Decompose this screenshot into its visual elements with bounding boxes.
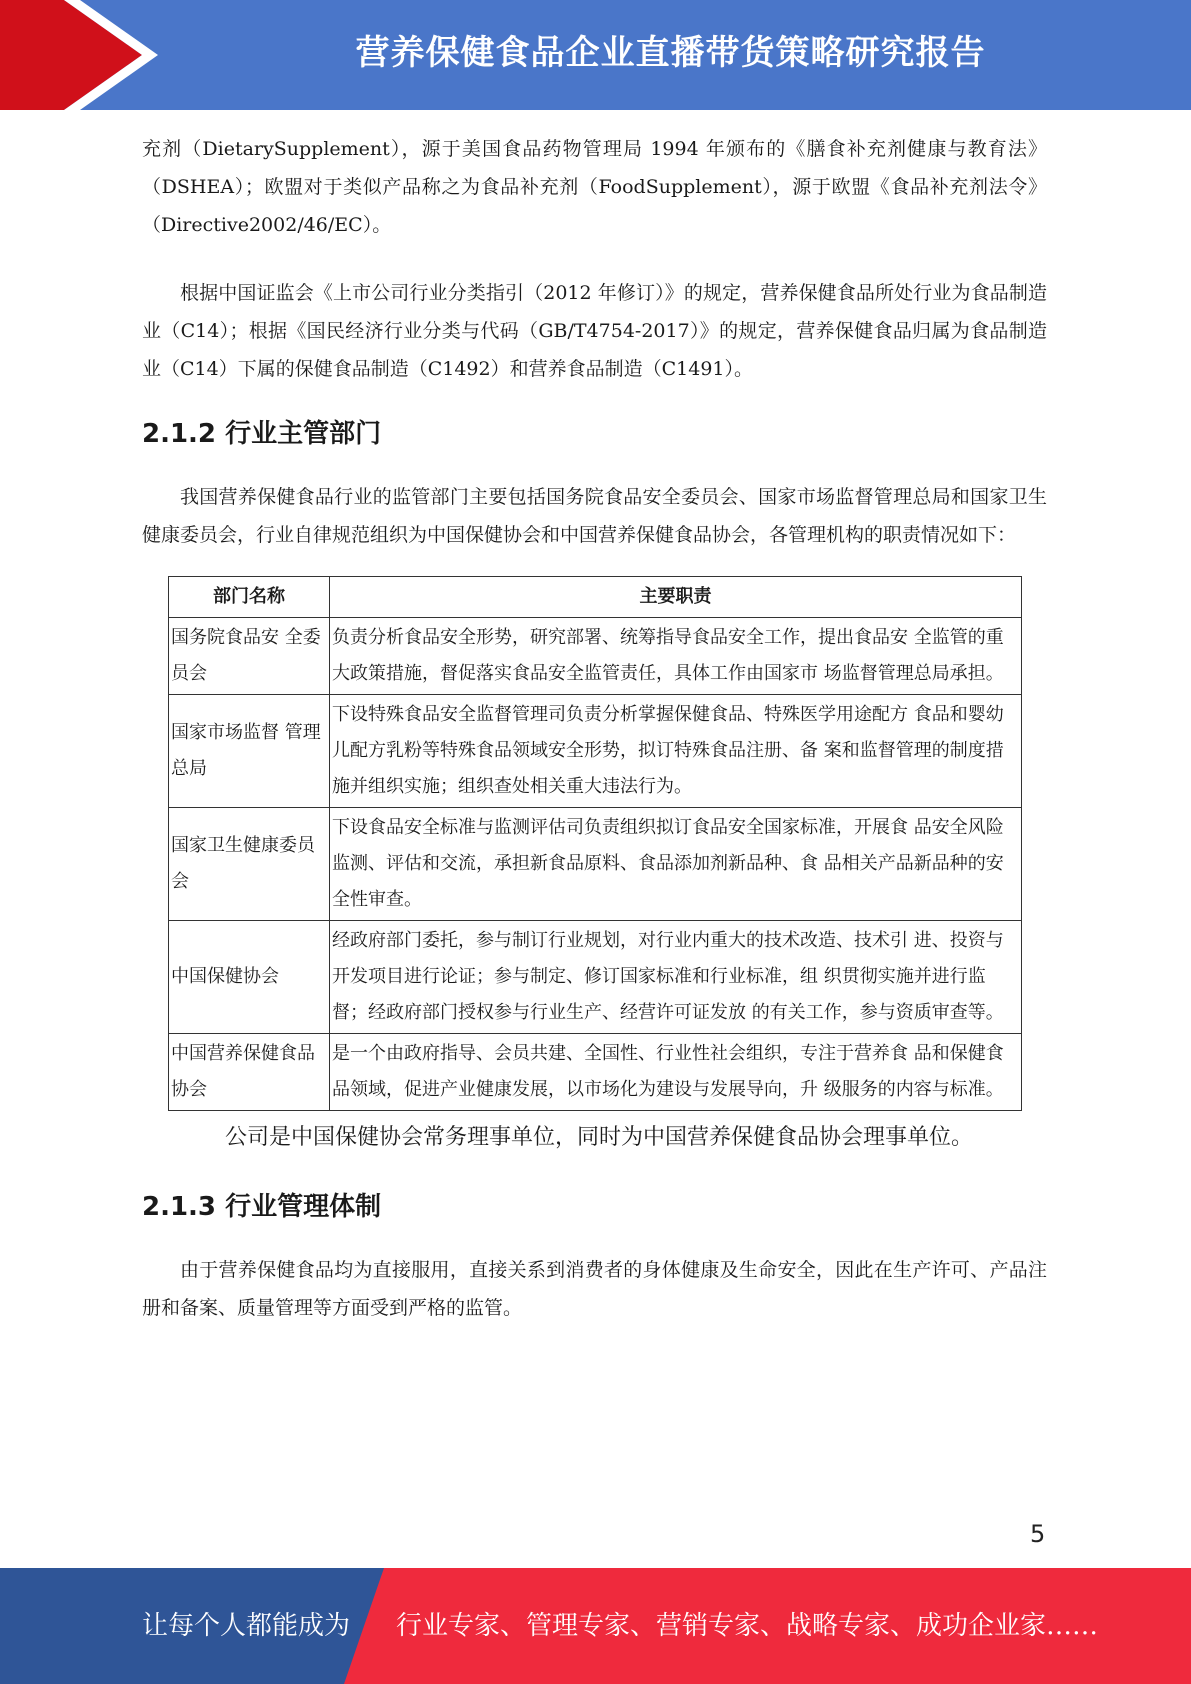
department-name-cell: 国家市场监督 管理总局	[169, 695, 330, 808]
paragraph-industry-classification: 根据中国证监会《上市公司行业分类指引（2012 年修订）》的规定，营养保健食品所处行业为食品制造业（C14）；根据《国民经济行业分类与代码（GB/T4754-2017）》的规定，营养保健食品归属为食品制造业（C14）下属的保健食品制造（C1492）和营养食品制造（C1491）。	[142, 282, 1047, 380]
department-name-cell: 中国营养保健食品协会	[169, 1034, 330, 1111]
report-title: 营养保健食品企业直播带货策略研究报告	[355, 33, 986, 73]
department-duties-cell: 是一个由政府指导、会员共建、全国性、行业性社会组织，专注于营养食 品和保健食品领域，促进产业健康发展，以市场化为建设与发展导向，升 级服务的内容与标准。	[330, 1034, 1022, 1111]
paragraph-management-system: 由于营养保健食品均为直接服用，直接关系到消费者的身体健康及生命安全，因此在生产许可、产品注册和备案、质量管理等方面受到严格的监管。	[142, 1259, 1047, 1319]
table-row	[169, 1034, 1022, 1111]
table-row	[169, 695, 1022, 808]
footer-slogan-left: 让每个人都能成为	[142, 1611, 351, 1641]
department-name-cell: 国家卫生健康委员会	[169, 808, 330, 921]
section-heading-2-1-3: 2.1.3 行业管理体制	[142, 1192, 382, 1222]
page-number: 5	[1030, 1520, 1046, 1548]
page-content	[142, 130, 1047, 1327]
footer-slogan-right: 行业专家、管理专家、营销专家、战略专家、成功企业家……	[396, 1611, 1099, 1641]
department-duties-cell: 下设特殊食品安全监督管理司负责分析掌握保健食品、特殊医学用途配方 食品和婴幼儿配方乳粉等特殊食品领域安全形势，拟订特殊食品注册、备 案和监督管理的制度措施并组织实施；组织查处相关重大违法行为。	[330, 695, 1022, 808]
section-heading-2-1-2: 2.1.2 行业主管部门	[142, 419, 382, 449]
page-header	[0, 0, 1191, 110]
paragraph-company-membership: 公司是中国保健协会常务理事单位，同时为中国营养保健食品协会理事单位。	[225, 1125, 974, 1150]
column-header-department: 部门名称	[169, 577, 330, 618]
column-header-duties: 主要职责	[330, 577, 1022, 618]
table-row	[169, 808, 1022, 921]
table-row	[169, 921, 1022, 1034]
department-name-cell: 国务院食品安 全委员会	[169, 618, 330, 695]
department-duties-cell: 负责分析食品安全形势，研究部署、统筹指导食品安全工作，提出食品安 全监管的重大政策措施，督促落实食品安全监管责任，具体工作由国家市 场监督管理总局承担。	[330, 618, 1022, 695]
paragraph-regulators-intro: 我国营养保健食品行业的监管部门主要包括国务院食品安全委员会、国家市场监督管理总局和国家卫生健康委员会，行业自律规范组织为中国保健协会和中国营养保健食品协会，各管理机构的职责情况如下：	[142, 486, 1047, 546]
page-footer	[0, 1568, 1191, 1684]
table-row	[169, 618, 1022, 695]
department-duties-cell: 下设食品安全标准与监测评估司负责组织拟订食品安全国家标准，开展食 品安全风险监测、评估和交流，承担新食品原料、食品添加剂新品种、食 品相关产品新品种的安全性审查。	[330, 808, 1022, 921]
regulator-duties-table	[168, 576, 1022, 1111]
department-name-cell: 中国保健协会	[169, 921, 330, 1034]
table-header-row	[169, 577, 1022, 618]
department-duties-cell: 经政府部门委托，参与制订行业规划，对行业内重大的技术改造、技术引 进、投资与开发项目进行论证；参与制定、修订国家标准和行业标准，组 织贯彻实施并进行监督；经政府部门授权参与行业生产、经营许可证发放 的有关工作，参与资质审查等。	[330, 921, 1022, 1034]
paragraph-supplement-definition: 充剂（DietarySupplement），源于美国食品药物管理局 1994 年颁布的《膳食补充剂健康与教育法》（DSHEA）；欧盟对于类似产品称之为食品补充剂（FoodSupplement），源于欧盟《食品补充剂法令》（Directive2002/46/EC）。	[142, 138, 1047, 236]
